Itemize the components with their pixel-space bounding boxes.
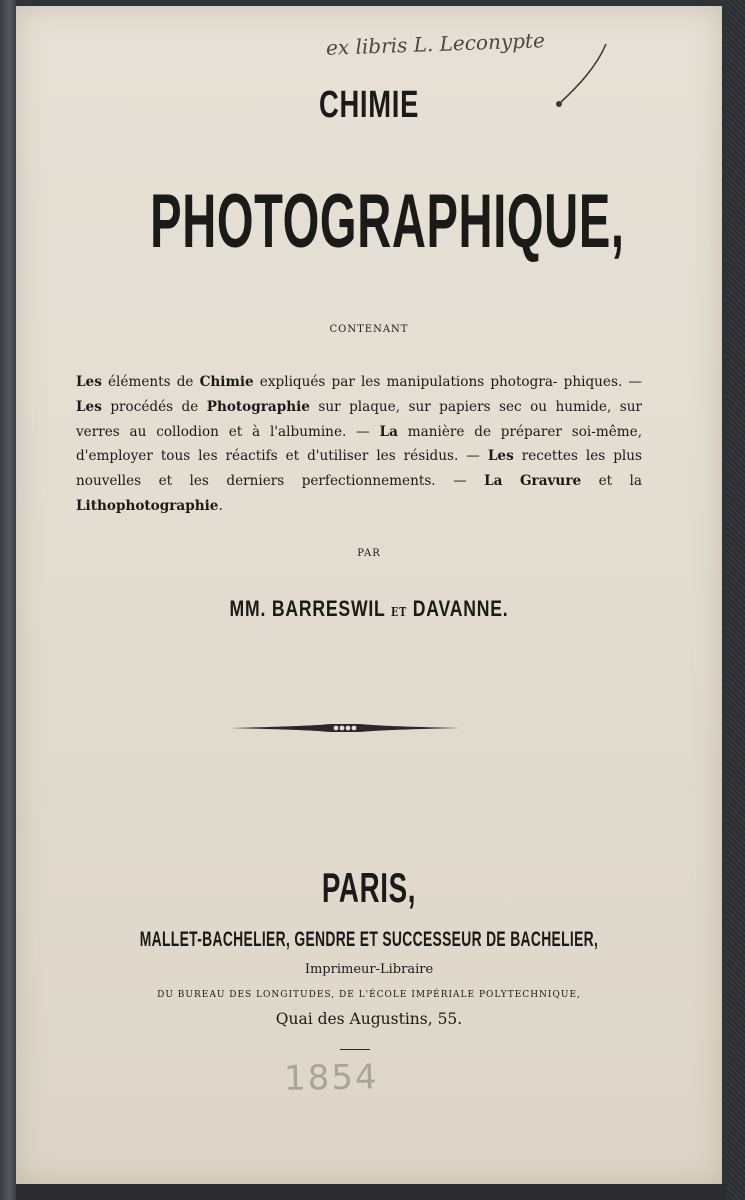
desc-text: procédés de (101, 398, 207, 415)
desc-word: Gravure (519, 473, 582, 490)
desc-text: . (218, 497, 223, 514)
desc-text: phiques. — (563, 374, 642, 390)
imprint-city: PARIS, (321, 864, 417, 911)
desc-word: Les (76, 398, 102, 415)
desc-text: expliqués par les manipulations photogra- (253, 374, 558, 390)
book-cover-edge (727, 0, 745, 1200)
desc-word: Lithophotographie (76, 497, 219, 514)
imprint-bureau: DU BUREAU DES LONGITUDES, DE L'ÉCOLE IMPÉRIALE POLYTECHNIQUE, (157, 990, 581, 1000)
desc-word: La (379, 423, 398, 440)
desc-text: d'utiliser les résidus. — (307, 448, 488, 465)
desc-word: Chimie (199, 374, 254, 390)
author-1: MM. BARRESWIL (229, 596, 386, 621)
imprint-dash (340, 1049, 370, 1050)
desc-text: perfectionnements. — (301, 473, 485, 490)
imprint-role: Imprimeur-Libraire (304, 962, 434, 977)
authors-conjunction: ET (390, 605, 408, 619)
authors-line (87, 596, 652, 622)
desc-text (503, 473, 520, 489)
description-paragraph (76, 370, 642, 519)
title-page (16, 6, 722, 1184)
desc-word: Les (76, 374, 102, 390)
par-label: PAR (357, 548, 381, 559)
pencil-date-note: 1854 (283, 1057, 379, 1099)
desc-word: Photographie (206, 398, 310, 415)
ornament-rule (230, 718, 460, 738)
desc-text: recettes les plus nouvelles et les derniers (76, 448, 642, 490)
desc-text: sec ou humide, sur verres au collodion et à l'albumine. — (76, 398, 642, 440)
desc-word: La (484, 473, 503, 490)
desc-text: manière de préparer soi-même, d'employer tous les réactifs et (76, 423, 643, 465)
contenant-label: CONTENANT (329, 324, 409, 335)
title-line-1: CHIMIE (318, 84, 420, 126)
desc-text: et la (581, 473, 642, 490)
imprint-publisher: MALLET-BACHELIER, GENDRE ET SUCCESSEUR DE BACHELIER, (139, 928, 599, 951)
desc-text: sur plaque, sur papiers (309, 398, 491, 415)
book-bottom-edge (16, 1184, 727, 1200)
imprint-address: Quai des Augustins, 55. (275, 1010, 463, 1028)
inscription-text: ex libris L. Leconypte (325, 28, 546, 60)
book-spine-edge (0, 0, 16, 1200)
title-line-2: PHOTOGRAPHIQUE, (150, 179, 625, 264)
desc-text: éléments de (101, 374, 200, 390)
author-2: DAVANNE. (412, 596, 509, 621)
desc-word: Les (487, 448, 514, 465)
